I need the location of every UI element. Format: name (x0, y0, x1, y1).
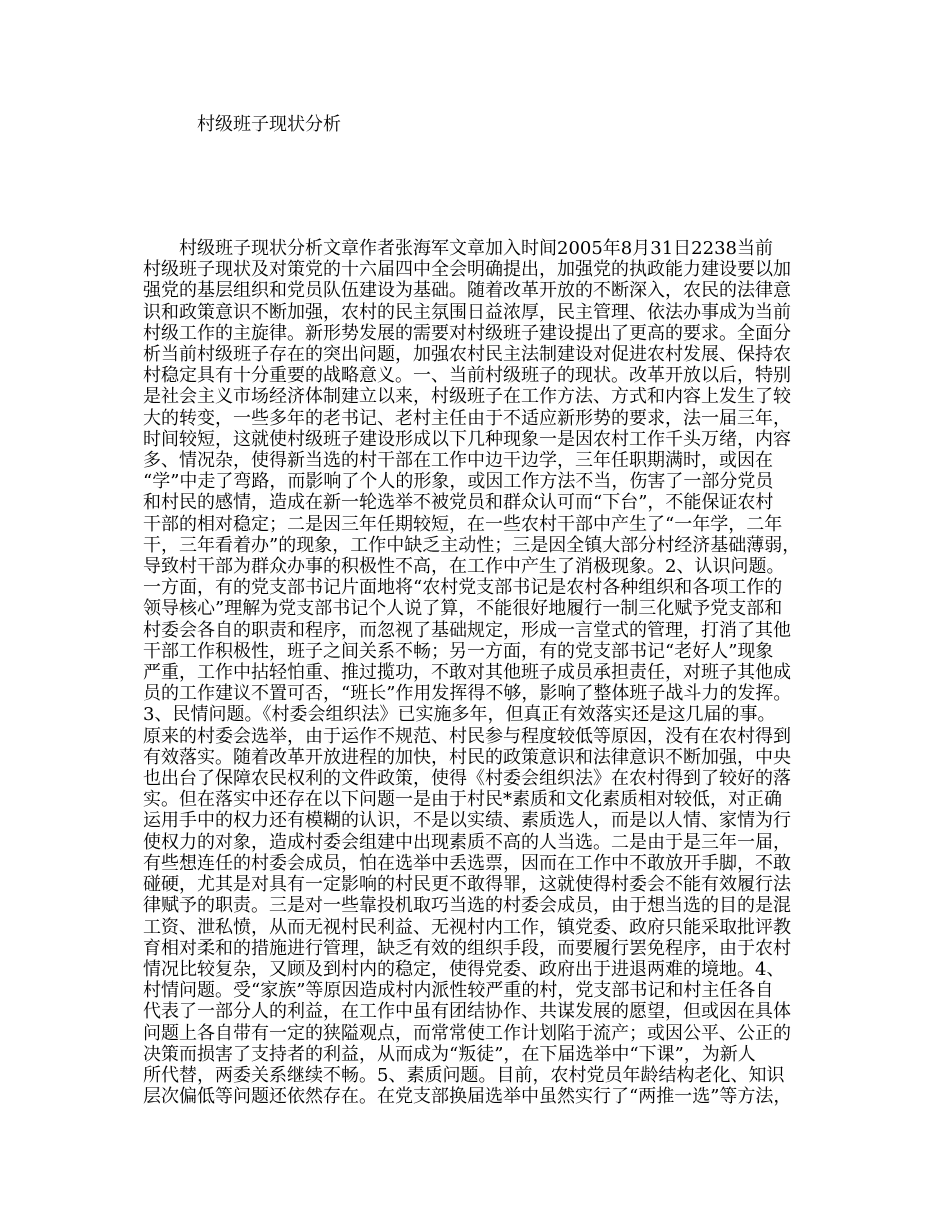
text-line: 时间较短，这就使村级班子建设形成以下几种现象一是因农村工作千头万绪，内容 (143, 428, 791, 450)
text-line: 析当前村级班子存在的突出问题，加强农村民主法制建设对促进农村发展、保持农 (143, 344, 791, 366)
text-line: “学”中走了弯路，而影响了个人的形象，或因工作方法不当，伤害了一部分党员 (143, 471, 774, 493)
text-line: 工资、泄私愤，从而无视村民利益、无视村内工作，镇党委、政府只能采取批评教 (143, 916, 791, 938)
text-line: 代表了一部分人的利益，在工作中虽有团结协作、共谋发展的愿望，但或因在具体 (143, 1001, 791, 1023)
text-line: 有效落实。随着改革开放进程的加快，村民的政策意识和法律意识不断加强，中央 (143, 746, 791, 768)
text-line: 识和政策意识不断加强，农村的民主氛围日益浓厚，民主管理、依法办事成为当前 (143, 301, 791, 323)
text-line: 也出台了保障农民权利的文件政策，使得《村委会组织法》在农村得到了较好的落 (143, 768, 791, 790)
text-line: 问题上各自带有一定的狭隘观点，而常常使工作计划陷于流产；或因公平、公正的 (143, 1022, 791, 1044)
text-line: 律赋予的职责。三是对一些靠投机取巧当选的村委会成员，由于想当选的目的是混 (143, 895, 791, 917)
text-line: 是社会主义市场经济体制建立以来，村级班子在工作方法、方式和内容上发生了较 (143, 386, 791, 408)
text-line: 干部的相对稳定；二是因三年任期较短，在一些农村干部中产生了“一年学，二年 (143, 513, 783, 535)
document-body (143, 238, 823, 1107)
text-line: 原来的村委会选举，由于运作不规范、村民参与程度较低等原因，没有在农村得到 (143, 725, 791, 747)
text-line: 实。但在落实中还存在以下问题一是由于村民*素质和文化素质相对较低，对正确 (143, 789, 782, 811)
text-line: 有些想连任的村委会成员，怕在选举中丢选票，因而在工作中不敢放开手脚，不敢 (143, 852, 791, 874)
text-line: 导致村干部为群众办事的积极性不高，在工作中产生了消极现象。2、认识问题。 (143, 556, 785, 578)
text-line: 育相对柔和的措施进行管理，缺乏有效的组织手段，而要履行罢免程序，由于农村 (143, 937, 791, 959)
text-line: 干部工作积极性，班子之间关系不畅；另一方面，有的党支部书记“老好人”现象 (143, 640, 774, 662)
text-line: 碰硬，尤其是对具有一定影响的村民更不敢得罪，这就使得村委会不能有效履行法 (143, 874, 791, 896)
text-line: 村级班子现状分析文章作者张海军文章加入时间2005年8月31日2238当前 (143, 238, 773, 259)
text-line: 层次偏低等问题还依然存在。在党支部换届选举中虽然实行了“两推一选”等方法， (143, 1086, 792, 1108)
text-line: 一方面，有的党支部书记片面地将“农村党支部书记是农村各种组织和各项工作的 (143, 577, 783, 599)
text-line: 和村民的感情，造成在新一轮选举不被党员和群众认可而“下台”，不能保证农村 (143, 492, 774, 514)
text-line: 所代替，两委关系继续不畅。5、素质问题。目前，农村党员年龄结构老化、知识 (143, 1064, 785, 1086)
text-line: 使权力的对象，造成村委会组建中出现素质不高的人当选。二是由于是三年一届， (143, 831, 791, 853)
text-line: 领导核心”理解为党支部书记个人说了算，不能很好地履行一制三化赋予党支部和 (143, 598, 783, 620)
text-line: 情况比较复杂，又顾及到村内的稳定，使得党委、政府出于进退两难的境地。4、 (143, 958, 785, 980)
document-title: 村级班子现状分析 (197, 114, 341, 135)
text-line: 决策而损害了支持者的利益，从而成为“叛徒”，在下届选举中“下课”，为新人 (143, 1043, 756, 1065)
text-line: 村委会各自的职责和程序，而忽视了基础规定，形成一言堂式的管理，打消了其他 (143, 619, 791, 641)
text-line: 大的转变，一些多年的老书记、老村主任由于不适应新形势的要求，法一届三年， (143, 407, 791, 429)
text-line: 干，三年看着办”的现象，工作中缺乏主动性；三是因全镇大部分村经济基础薄弱， (143, 534, 801, 556)
text-line: 村情问题。受“家族”等原因造成村内派性较严重的村，党支部书记和村主任各自 (143, 980, 774, 1002)
text-line: 员的工作建议不置可否，“班长”作用发挥得不够，影响了整体班子战斗力的发挥。 (143, 683, 792, 705)
text-line: 村稳定具有十分重要的战略意义。一、当前村级班子的现状。改革开放以后，特别 (143, 365, 791, 387)
text-line: 3、民情问题。《村委会组织法》已实施多年，但真正有效落实还是这几届的事。 (143, 704, 776, 726)
text-line: 强党的基层组织和党员队伍建设为基础。随着改革开放的不断深入，农民的法律意 (143, 280, 791, 302)
text-line: 运用手中的权力还有模糊的认识，不是以实绩、素质选人，而是以人情、家情为行 (143, 810, 791, 832)
text-line: 多、情况杂，使得新当选的村干部在工作中边干边学，三年任职期满时，或因在 (143, 450, 773, 472)
text-line: 严重，工作中拈轻怕重、推过揽功，不敢对其他班子成员承担责任，对班子其他成 (143, 662, 791, 684)
text-line: 村级工作的主旋律。新形势发展的需要对村级班子建设提出了更高的要求。全面分 (143, 322, 791, 344)
text-line: 村级班子现状及对策党的十六届四中全会明确提出，加强党的执政能力建设要以加 (143, 259, 791, 281)
